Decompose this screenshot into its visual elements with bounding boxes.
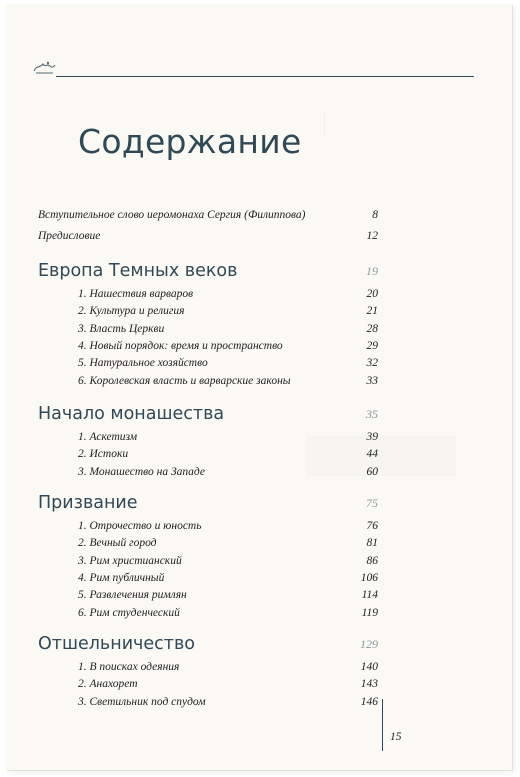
chapter-title: Начало монашества xyxy=(38,404,225,424)
entry-page: 8 xyxy=(372,209,378,221)
chapter-page: 129 xyxy=(360,637,378,651)
entry-label: 5. Развлечения римлян xyxy=(78,589,187,602)
entry-label: 1. Нашествия варваров xyxy=(78,288,194,300)
entry-label: 3. Светильник под спудом xyxy=(78,695,206,708)
entry-label: 1. Аскетизм xyxy=(78,431,138,443)
entry-page: 29 xyxy=(366,339,378,352)
chapter-page: 75 xyxy=(366,496,378,510)
entry-page: 60 xyxy=(366,465,378,478)
chapter-heading xyxy=(6,490,512,516)
entry-label: 3. Рим христианский xyxy=(78,554,182,567)
header-rule xyxy=(56,76,474,77)
entry-page: 106 xyxy=(360,571,378,584)
entry-page: 33 xyxy=(366,374,378,387)
entry-label: 2. Культура и религия xyxy=(78,305,185,318)
ornament-icon xyxy=(32,59,56,75)
entry-label: 3. Власть Церкви xyxy=(78,322,165,335)
chapter-title: Отшельничество xyxy=(38,634,196,654)
entry-page: 81 xyxy=(366,537,378,550)
chapter-page: 35 xyxy=(366,407,378,421)
bleed-through-mark xyxy=(324,112,393,136)
page-title: Содержание xyxy=(78,122,302,161)
entry-label: 2. Анахорет xyxy=(78,678,138,691)
chapter-heading xyxy=(6,258,512,284)
entry-page: 21 xyxy=(366,305,378,318)
toc-entry xyxy=(6,692,512,712)
entry-label: 1. В поисках одеяния xyxy=(78,661,180,673)
entry-label: 5. Натуральное хозяйство xyxy=(78,357,208,370)
chapter-heading xyxy=(6,401,512,427)
toc-entry xyxy=(6,371,512,391)
entry-page: 28 xyxy=(366,322,378,335)
entry-label: 6. Рим студенческий xyxy=(78,606,180,619)
entry-label: 3. Монашество на Западе xyxy=(78,465,205,478)
page-number: 15 xyxy=(390,731,402,743)
chapter-title: Европа Темных веков xyxy=(38,261,238,281)
chapter-title: Призвание xyxy=(38,493,138,513)
entry-label: 4. Рим публичный xyxy=(78,571,165,584)
entry-label: 6. Королевская власть и варварские законы xyxy=(78,374,291,387)
toc-entry xyxy=(6,603,512,623)
toc-entry xyxy=(6,462,512,482)
entry-page: 44 xyxy=(366,448,378,461)
entry-label: Вступительное слово иеромонаха Сергия (Филиппова) xyxy=(38,209,306,221)
chapter-heading xyxy=(6,631,512,657)
entry-label: Предисловие xyxy=(38,230,101,242)
entry-label: 2. Вечный город xyxy=(78,537,157,550)
entry-page: 32 xyxy=(366,357,378,370)
folio-rule xyxy=(382,699,383,751)
entry-page: 140 xyxy=(360,661,378,673)
entry-page: 146 xyxy=(360,695,378,708)
entry-label: 1. Отрочество и юность xyxy=(78,520,202,532)
front-matter-entry xyxy=(6,226,512,246)
entry-page: 86 xyxy=(366,554,378,567)
entry-page: 114 xyxy=(361,589,378,602)
book-page xyxy=(6,4,512,770)
entry-page: 119 xyxy=(361,606,378,619)
entry-page: 20 xyxy=(366,288,378,300)
entry-label: 4. Новый порядок: время и пространство xyxy=(78,339,283,352)
entry-label: 2. Истоки xyxy=(78,448,129,461)
entry-page: 12 xyxy=(366,230,378,242)
entry-page: 143 xyxy=(360,678,378,691)
entry-page: 39 xyxy=(366,431,378,443)
front-matter-entry xyxy=(6,205,512,225)
chapter-page: 19 xyxy=(366,264,378,278)
entry-page: 76 xyxy=(366,520,378,532)
